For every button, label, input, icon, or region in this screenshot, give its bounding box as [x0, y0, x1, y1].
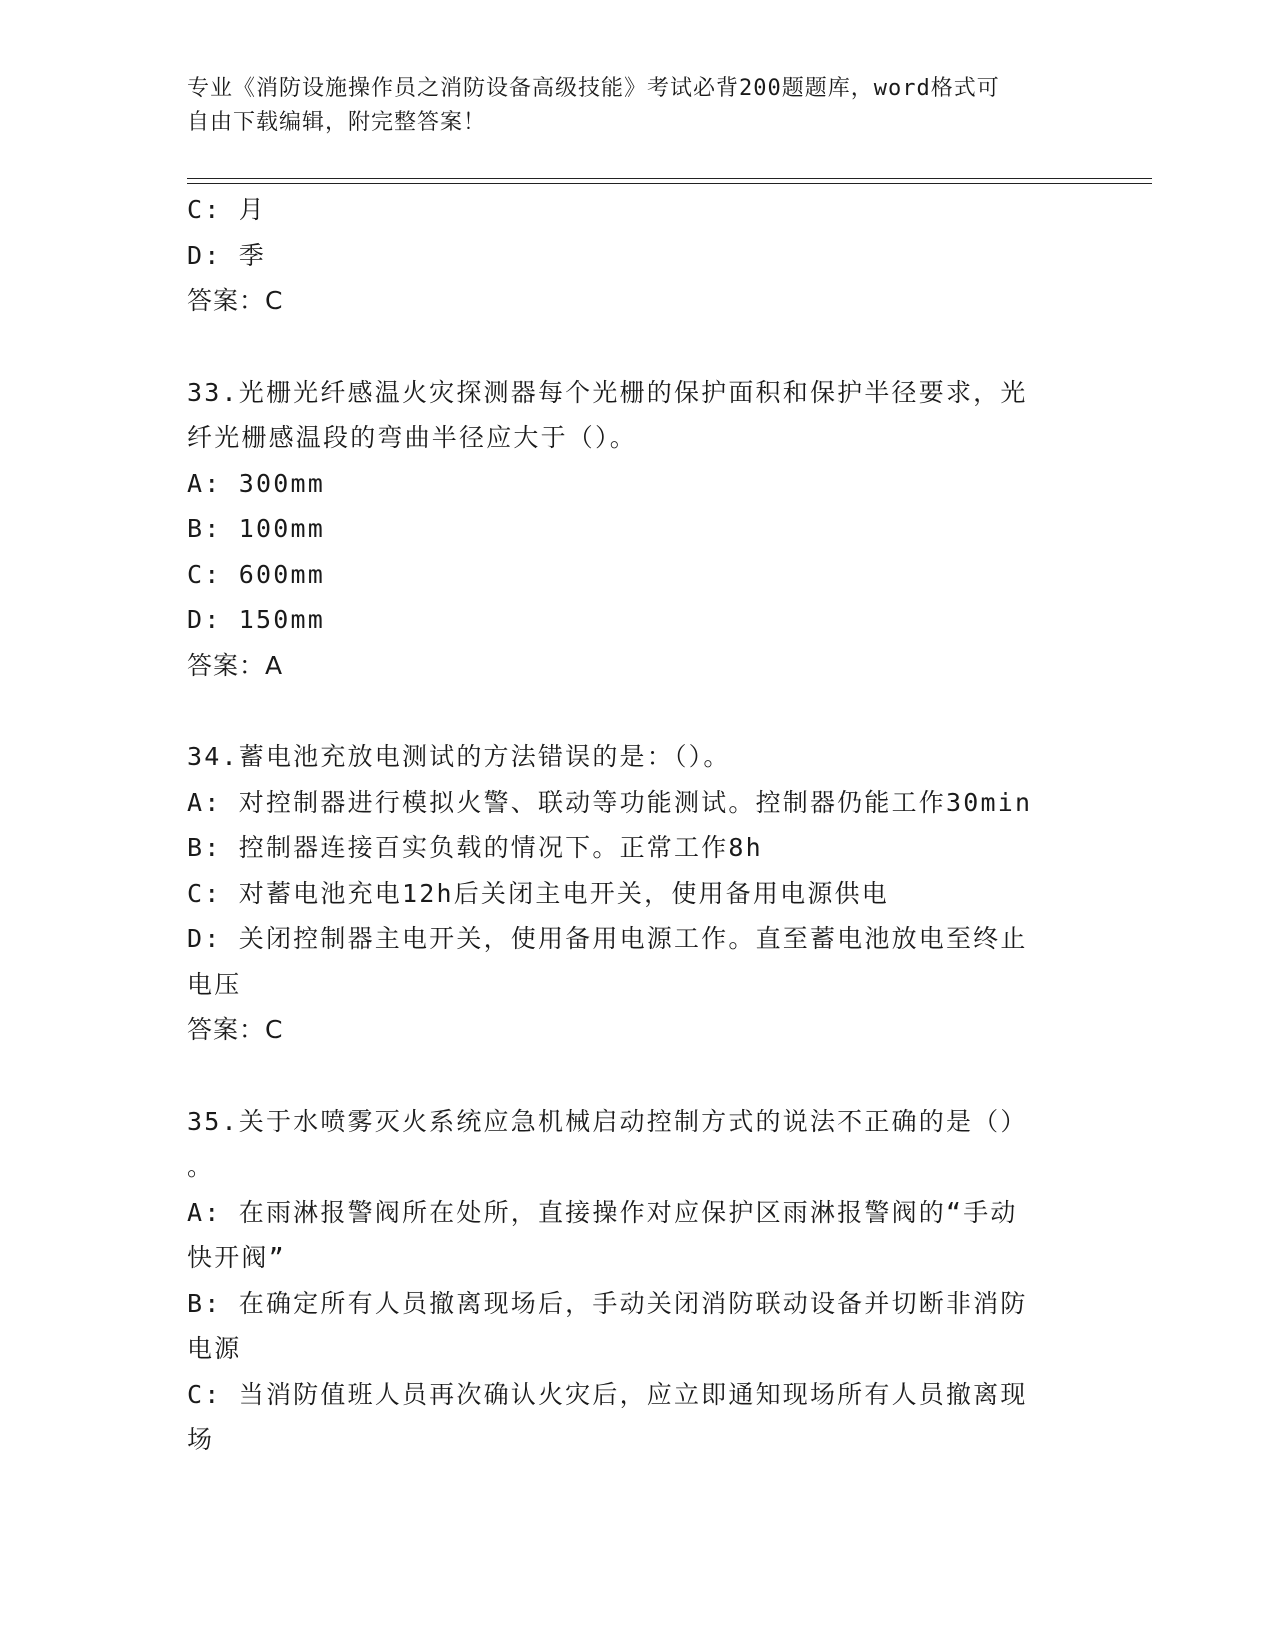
option-c-continuation: 场 — [187, 1425, 215, 1454]
option-text: 100mm — [238, 514, 326, 543]
option-b — [187, 825, 1087, 871]
option-label: C: — [187, 559, 222, 589]
question-stem-line2: 纤光栅感温段的弯曲半径应大于（）。 — [187, 423, 637, 452]
answer-line: 答案：C — [187, 1015, 284, 1044]
option-label: B: — [187, 514, 222, 543]
spacer — [187, 324, 1087, 370]
option-c — [187, 1372, 1087, 1418]
option-a — [187, 461, 1087, 507]
option-label: B: — [187, 1288, 222, 1318]
option-text: 控制器连接百实负载的情况下。正常工作8h — [238, 833, 763, 862]
question-stem-line1: 33.光栅光纤感温火灾探测器每个光栅的保护面积和保护半径要求，光 — [187, 377, 1028, 407]
header-divider-bottom — [187, 183, 1152, 184]
option-d-continuation: 电压 — [187, 969, 242, 999]
option-label: D: — [187, 240, 222, 270]
document-header — [187, 72, 1087, 140]
option-b — [187, 1281, 1087, 1327]
option-text: 150mm — [238, 605, 326, 634]
option-text: 在确定所有人员撤离现场后，手动关闭消防联动设备并切断非消防 — [238, 1288, 1028, 1318]
question-stem-line1: 34.蓄电池充放电测试的方法错误的是：（）。 — [187, 742, 731, 771]
option-d — [187, 233, 1087, 279]
option-label: C: — [187, 195, 222, 224]
question-35 — [187, 1099, 1087, 1463]
question-stem-line2: 。 — [187, 1152, 215, 1181]
option-text: 在雨淋报警阀所在处所，直接操作对应保护区雨淋报警阀的“手动 — [238, 1197, 1018, 1227]
option-c — [187, 187, 1087, 233]
option-d — [187, 597, 1087, 643]
option-text: 600mm — [238, 559, 326, 589]
option-text: 300mm — [238, 468, 326, 498]
answer-line: 答案：C — [187, 286, 284, 315]
question-stem-line1: 35.关于水喷雾灭火系统应急机械启动控制方式的说法不正确的是（） — [187, 1106, 1028, 1136]
option-text: 对蓄电池充电12h后关闭主电开关，使用备用电源供电 — [238, 878, 889, 908]
question-33 — [187, 370, 1087, 689]
option-label: C: — [187, 1379, 222, 1409]
spacer — [187, 688, 1087, 734]
option-a — [187, 780, 1087, 826]
option-label: D: — [187, 924, 222, 953]
header-divider-top — [187, 178, 1152, 179]
option-label: A: — [187, 468, 222, 498]
header-title-line2: 自由下载编辑，附完整答案！ — [187, 110, 487, 135]
option-text: 季 — [238, 240, 266, 270]
option-text: 月 — [238, 195, 266, 224]
option-text: 对控制器进行模拟火警、联动等功能测试。控制器仍能工作30min — [238, 787, 1033, 817]
option-a-continuation: 快开阀” — [187, 1243, 286, 1272]
option-label: B: — [187, 833, 222, 862]
prev-question-block — [187, 187, 1087, 324]
option-text: 关闭控制器主电开关，使用备用电源工作。直至蓄电池放电至终止 — [238, 924, 1028, 953]
answer-line: 答案：A — [187, 650, 284, 680]
option-label: A: — [187, 1197, 222, 1227]
option-d — [187, 916, 1087, 962]
option-label: D: — [187, 605, 222, 634]
option-c — [187, 552, 1087, 598]
option-c — [187, 871, 1087, 917]
option-b-continuation: 电源 — [187, 1334, 242, 1363]
document-body — [187, 187, 1087, 1463]
option-label: A: — [187, 787, 222, 817]
option-a — [187, 1190, 1087, 1236]
option-b — [187, 506, 1087, 552]
spacer — [187, 1053, 1087, 1099]
header-title-line1: 专业《消防设施操作员之消防设备高级技能》考试必背200题题库，word格式可 — [187, 76, 1000, 101]
option-text: 当消防值班人员再次确认火灾后，应立即通知现场所有人员撤离现 — [238, 1379, 1028, 1409]
question-34 — [187, 734, 1087, 1053]
option-label: C: — [187, 878, 222, 908]
